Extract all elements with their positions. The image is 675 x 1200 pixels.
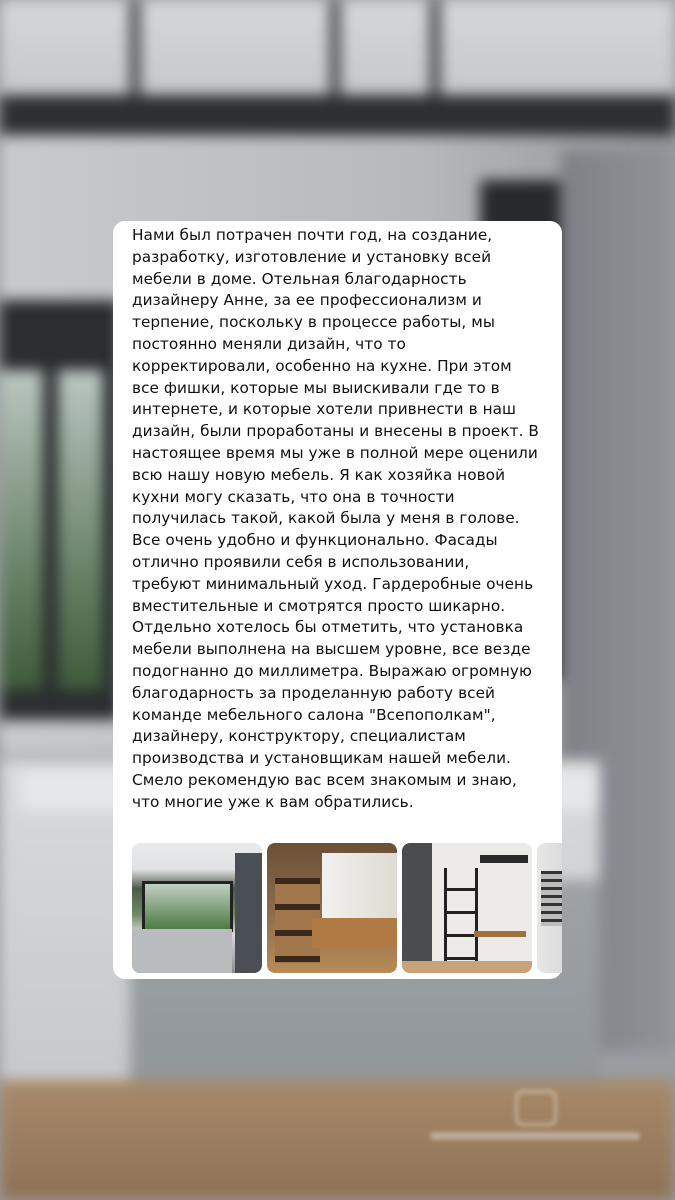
- review-text: Нами был потрачен почти год, на создание, разработку, изготовление и установку всей мебели в доме. Отельная благодарность дизайнеру Анне, за ее профессионализм и терпение, поскольку в процессе работы, мы постоянно меняли дизайн, что то корректировали, особенно на кухне. При этом все фишки, которые мы выискивали где то в интернете, и которые хотели привнести в наш дизайн, были проработаны и внесены в проект. В настоящее время мы уже в полной мере оценили всю нашу новую мебель. Я как хозяйка новой кухни могу сказать, что она в точности получилась такой, какой была у меня в голове. Все очень удобно и функционально. Фасады отлично проявили себя в использовании, требуют минимальный уход. Гардеробные очень вместительные и смотрятся просто шикарно. Отдельно хотелось бы отметить, что установка мебели выполнена на высшем уровне, все везде подогнанно до миллиметра. Выражаю огромную благодарность за проделанную работу всей команде мебельного салона "Всепополкам", дизайнеру, конструктору, специалистам производства и установщикам нашей мебели. Смело рекомендую вас всем знакомым и знаю, что многие уже к вам обратились.: [132, 226, 539, 811]
- window-photo-thumbnail[interactable]: [537, 843, 562, 973]
- kitchen-photo-thumbnail[interactable]: [132, 843, 262, 973]
- shelving-photo-thumbnail[interactable]: [402, 843, 532, 973]
- watermark-logo: [430, 1090, 640, 1150]
- review-card: [113, 221, 562, 979]
- wardrobe-photo-thumbnail[interactable]: [267, 843, 397, 973]
- photo-gallery[interactable]: [132, 843, 562, 973]
